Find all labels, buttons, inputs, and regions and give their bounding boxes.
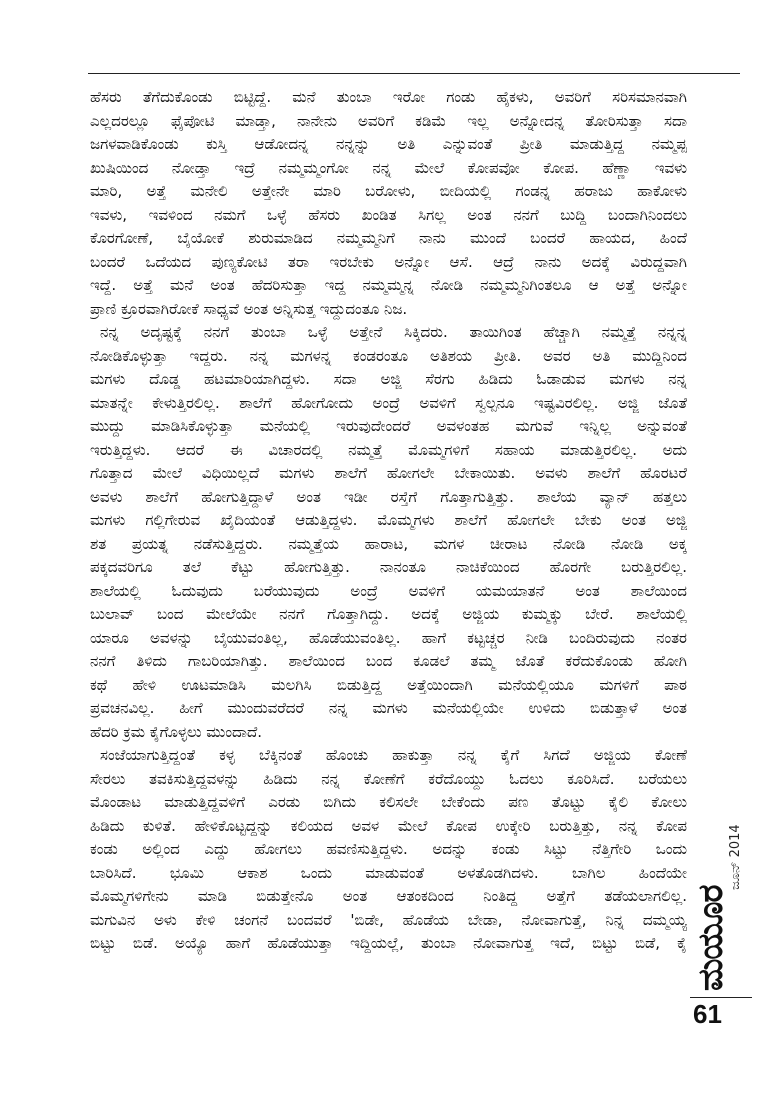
text-line: ಮಗುವಿನ ಅಳು ಕೇಳಿ ಚಂಗನೆ ಬಂದವರೆ 'ಬಿಡೇ, ಹೊಡೆಯ ಬೇಡಾ, ನೋವಾಗುತ್ತೆ, ನಿನ್ನ ದಮ್ಮಯ್ಯ xyxy=(90,910,687,929)
text-line: ಖುಷಿಯಿಂದ ನೋಡ್ತಾ ಇದ್ರೆ ನಮ್ಮಮ್ಮಂಗೋ ನನ್ನ ಮೇಲೆ ಕೋಪವೋ ಕೋಪ. ಹೆಣ್ಣಾ ಇವಳು xyxy=(90,158,687,177)
text-line: ಇವಳು, ಇವಳಿಂದ ನಮಗೆ ಒಳ್ಳೆ ಹೆಸರು ಖಂಡಿತ ಸಿಗಲ್ಲ ಅಂತ ನನಗೆ ಬುದ್ದಿ ಬಂದಾಗಿನಿಂದಲು xyxy=(90,205,687,224)
magazine-title: ಮಯೂರ xyxy=(691,885,731,991)
text-line: ಬಂದರೆ ಒದೆಯದ ಪುಣ್ಯಕೋಟಿ ತರಾ ಇರಬೇಕು ಅನ್ನೋ ಆಸೆ. ಆದ್ರೆ ನಾನು ಅದಕ್ಕೆ ವಿರುದ್ದವಾಗಿ xyxy=(90,252,687,271)
text-line: ಜಗಳವಾಡಿಕೊಂಡು ಕುಸ್ತಿ ಆಡೋದನ್ನ ನನ್ನನ್ನು ಅತಿ ಎನ್ನುವಂತೆ ಪ್ರೀತಿ ಮಾಡುತ್ತಿದ್ದ ನಮ್ಮಪ್ಪ xyxy=(90,135,687,153)
text-line: ಕಂಡು ಅಲ್ಲಿಂದ ಎದ್ದು ಹೋಗಲು ಹವಣಿಸುತ್ತಿದ್ದಳು. ಅದನ್ನು ಕಂಡು ಸಿಟ್ಟು ನೆತ್ತಿಗೇರಿ ಒಂದು xyxy=(90,840,687,858)
text-line: ಮುದ್ದು ಮಾಡಿಸಿಕೊಳ್ಳುತ್ತಾ ಮನೆಯಲ್ಲಿ ಇರುವುದೇಂದರೆ ಅವಳಂತಹ ಮಗುವೆ ಇನ್ನಿಲ್ಲ ಅನ್ನುವಂತೆ xyxy=(90,417,687,435)
text-line: ಬಿಟ್ಟು ಬಿಡೆ. ಅಯ್ಯೊ ಹಾಗೆ ಹೊಡೆಯುತ್ತಾ ಇದ್ದಿಯಲ್ಲೆ, ತುಂಬಾ ನೋವಾಗುತ್ತ ಇದೆ, ಬಿಟ್ಟು ಬಿಡೆ, ಕೈ xyxy=(90,934,687,952)
text-line: ಬಾರಿಸಿದೆ. ಭೂಮಿ ಆಕಾಶ ಒಂದು ಮಾಡುವಂತೆ ಅಳತೊಡಗಿದಳು. ಬಾಗಿಲ ಹಿಂದೆಯೇ xyxy=(90,863,687,882)
text-line: ಪಕ್ಕದವರಿಗೂ ತಲೆ ಕೆಟ್ಟು ಹೋಗುತ್ತಿತ್ತು. ನಾನಂತೂ ನಾಚಿಕೆಯಿಂದ ಹೊರಗೇ ಬರುತ್ತಿರಲಿಲ್ಲ. xyxy=(90,558,687,576)
text-line: ನನಗೆ ತಿಳಿದು ಗಾಬರಿಯಾಗಿತ್ತು. ಶಾಲೆಯಿಂದ ಬಂದ ಕೂಡಲೆ ತಮ್ಮ ಜೊತೆ ಕರೆದುಕೊಂಡು ಹೋಗಿ xyxy=(90,652,687,670)
top-rule xyxy=(88,73,740,74)
text-line: ಹೆಸರು ತೆಗೆದುಕೊಂಡು ಬಿಟ್ಟಿದ್ದೆ. ಮನೆ ತುಂಬಾ ಇರೋ ಗಂಡು ಹೈಕಳು, ಅವರಿಗೆ ಸರಿಸಮಾನವಾಗಿ xyxy=(90,88,687,106)
page-number-rule xyxy=(690,997,752,998)
text-line: ಮೊಮ್ಮಗಳಿಗೇನು ಮಾಡಿ ಬಿಡುತ್ತೇನೊ ಅಂತ ಆತಂಕದಿಂದ ನಿಂತಿದ್ದ ಅತ್ತೆಗೆ ತಡೆಯಲಾಗಲಿಲ್ಲ. xyxy=(90,887,687,905)
text-line: ಮಾರಿ, ಅತ್ತೆ ಮನೇಲಿ ಅತ್ತೇನೇ ಮಾರಿ ಬರೋಳು, ಬೀದಿಯಲ್ಲಿ ಗಂಡನ್ನ ಹರಾಜು ಹಾಕೋಳು xyxy=(90,182,687,200)
page-number: 61 xyxy=(693,999,722,1029)
text-line: ಹೆದರಿ ಕ್ರಮ ಕೈಗೊಳ್ಳಲು ಮುಂದಾದೆ. xyxy=(90,722,263,741)
text-line: ಮೊಂಡಾಟ ಮಾಡುತ್ತಿದ್ದವಳಿಗೆ ಎರಡು ಬಿಗಿದು ಕಲಿಸಲೇ ಬೇಕೆಂದು ಪಣ ತೊಟ್ಟು ಕೈಲಿ ಕೋಲು xyxy=(90,793,687,811)
text-line: ಅವಳು ಶಾಲೆಗೆ ಹೋಗುತ್ತಿದ್ದಾಳೆ ಅಂತ ಇಡೀ ರಸ್ತೆಗೆ ಗೊತ್ತಾಗುತ್ತಿತ್ತು. ಶಾಲೆಯ ವ್ಯಾನ್ ಹತ್ತಲು xyxy=(90,487,687,506)
text-line: ನನ್ನ ಅದೃಷ್ಟಕ್ಕೆ ನನಗೆ ತುಂಬಾ ಒಳ್ಳೆ ಅತ್ತೇನೆ ಸಿಕ್ಕಿದರು. ತಾಯಿಗಿಂತ ಹೆಚ್ಚಾಗಿ ನಮ್ಮತ್ತೆ ನನ್ನನ್ನ xyxy=(100,323,687,341)
text-line: ಮಾತನ್ನೇ ಕೇಳುತ್ತಿರಲಿಲ್ಲ. ಶಾಲೆಗೆ ಹೋಗೋದು ಅಂದ್ರೆ ಅವಳಿಗೆ ಸ್ವಲ್ಪನೂ ಇಷ್ಟವಿರಲಿಲ್ಲ. ಅಜ್ಜಿ ಜೊತೆ xyxy=(90,393,687,412)
text-line: ಪ್ರಾಣಿ ಕ್ರೂರವಾಗಿರೋಕೆ ಸಾಧ್ಯವೆ ಅಂತ ಅನ್ನಿಸುತ್ತ ಇದ್ದುದಂತೂ ನಿಜ. xyxy=(90,299,408,318)
text-line: ಸಂಜೆಯಾಗುತ್ತಿದ್ದಂತೆ ಕಳ್ಳ ಬೆಕ್ಕಿನಂತೆ ಹೊಂಚು ಹಾಕುತ್ತಾ ನನ್ನ ಕೈಗೆ ಸಿಗದೆ ಅಜ್ಜಿಯ ಕೋಣೆ xyxy=(100,746,687,764)
text-line: ಶತ ಪ್ರಯತ್ನ ನಡೆಸುತ್ತಿದ್ದರು. ನಮ್ಮತ್ತೆಯ ಹಾರಾಟ, ಮಗಳ ಚೀರಾಟ ನೋಡಿ ನೋಡಿ ಅಕ್ಕ xyxy=(90,534,687,553)
text-line: ಕೊರಗೋಣೆ, ಬೈಯೋಕೆ ಶುರುಮಾಡಿದ ನಮ್ಮಮ್ಮನಿಗೆ ನಾನು ಮುಂದೆ ಬಂದರೆ ಹಾಯದ, ಹಿಂದೆ xyxy=(90,229,687,247)
text-line: ಮಗಳು ಗಲ್ಲಿಗೇರುವ ಖೈದಿಯಂತೆ ಆಡುತ್ತಿದ್ದಳು. ಮೊಮ್ಮಗಳು ಶಾಲೆಗೆ ಹೋಗಲೇ ಬೇಕು ಅಂತ ಅಜ್ಜಿ xyxy=(90,511,687,529)
text-line: ಪ್ರವಚನವಿಲ್ಲ. ಹೀಗೆ ಮುಂದುವರೆದರೆ ನನ್ನ ಮಗಳು ಮನೆಯಲ್ಲಿಯೇ ಉಳಿದು ಬಿಡುತ್ತಾಳೆ ಅಂತ xyxy=(90,699,687,717)
text-line: ಗೊತ್ತಾದ ಮೇಲೆ ವಿಧಿಯಿಲ್ಲದೆ ಮಗಳು ಶಾಲೆಗೆ ಹೋಗಲೇ ಬೇಕಾಯಿತು. ಅವಳು ಶಾಲೆಗೆ ಹೊರಟರೆ xyxy=(90,464,687,482)
text-line: ಮಗಳು ದೊಡ್ಡ ಹಟಮಾರಿಯಾಗಿದ್ದಳು. ಸದಾ ಅಜ್ಜಿ ಸೆರಗು ಹಿಡಿದು ಓಡಾಡುವ ಮಗಳು ನನ್ನ xyxy=(90,370,687,388)
text-line: ಸೇರಲು ತವಕಿಸುತ್ತಿದ್ದವಳನ್ನು ಹಿಡಿದು ನನ್ನ ಕೋಣೆಗೆ ಕರೆದೊಯ್ದು ಓದಲು ಕೂರಿಸಿದೆ. ಬರೆಯಲು xyxy=(90,769,687,788)
text-line: ಎಲ್ಲದರಲ್ಲೂ ಫೈಪೋಟಿ ಮಾಡ್ತಾ, ನಾನೇನು ಅವರಿಗೆ ಕಡಿಮೆ ಇಲ್ಲ ಅನ್ನೋದನ್ನ ತೋರಿಸುತ್ತಾ ಸದಾ xyxy=(90,111,687,130)
article-body xyxy=(90,86,687,956)
issue-date: ಜೂನ್ 2014 xyxy=(728,824,743,890)
text-line: ನೋಡಿಕೊಳ್ಳುತ್ತಾ ಇದ್ದರು. ನನ್ನ ಮಗಳನ್ನ ಕಂಡರಂತೂ ಅತಿಶಯ ಪ್ರೀತಿ. ಅವರ ಅತಿ ಮುದ್ದಿನಿಂದ xyxy=(90,346,687,365)
text-line: ಶಾಲೆಯಲ್ಲಿ ಓದುವುದು ಬರೆಯುವುದು ಅಂದ್ರೆ ಅವಳಿಗೆ ಯಮಯಾತನೆ ಅಂತ ಶಾಲೆಯಿಂದ xyxy=(90,581,687,600)
text-line: ಹಿಡಿದು ಕುಳಿತೆ. ಹೇಳಿಕೊಟ್ಟದ್ದನ್ನು ಕಲಿಯದ ಅವಳ ಮೇಲೆ ಕೋಪ ಉಕ್ಕೇರಿ ಬರುತ್ತಿತ್ತು, ನನ್ನ ಕೋಪ xyxy=(90,816,687,835)
text-line: ಯಾರೂ ಅವಳನ್ನು ಬೈಯುವಂತಿಲ್ಲ, ಹೊಡೆಯುವಂತಿಲ್ಲ. ಹಾಗೆ ಕಟ್ಟಚ್ಚರ ನೀಡಿ ಬಂದಿರುವುದು ನಂತರ xyxy=(90,628,687,647)
text-line: ಕಥೆ ಹೇಳಿ ಊಟಮಾಡಿಸಿ ಮಲಗಿಸಿ ಬಿಡುತ್ತಿದ್ದ ಅತ್ತೆಯಿಂದಾಗಿ ಮನೆಯಲ್ಲಿಯೂ ಮಗಳಿಗೆ ಪಾಠ xyxy=(90,675,687,694)
text-line: ಇರುತ್ತಿದ್ದಳು. ಆದರೆ ಈ ವಿಚಾರದಲ್ಲಿ ನಮ್ಮತ್ತೆ ಮೊಮ್ಮಗಳಿಗೆ ಸಹಾಯ ಮಾಡುತ್ತಿರಲಿಲ್ಲ. ಅದು xyxy=(90,440,687,459)
text-line: ಬುಲಾವ್ ಬಂದ ಮೇಲೆಯೇ ನನಗೆ ಗೊತ್ತಾಗಿದ್ದು. ಅದಕ್ಕೆ ಅಜ್ಜಿಯ ಕುಮ್ಮಕ್ಕು ಬೇರೆ. ಶಾಲೆಯಲ್ಲಿ xyxy=(90,605,687,623)
text-line: ಇದ್ದೆ. ಅತ್ತೆ ಮನೆ ಅಂತ ಹೆದರಿಸುತ್ತಾ ಇದ್ದ ನಮ್ಮಮ್ಮನ್ನ ನೋಡಿ ನಮ್ಮಮ್ಮನಿಗಿಂತಲೂ ಆ ಅತ್ತೆ ಅನ್ನೋ xyxy=(90,276,687,294)
